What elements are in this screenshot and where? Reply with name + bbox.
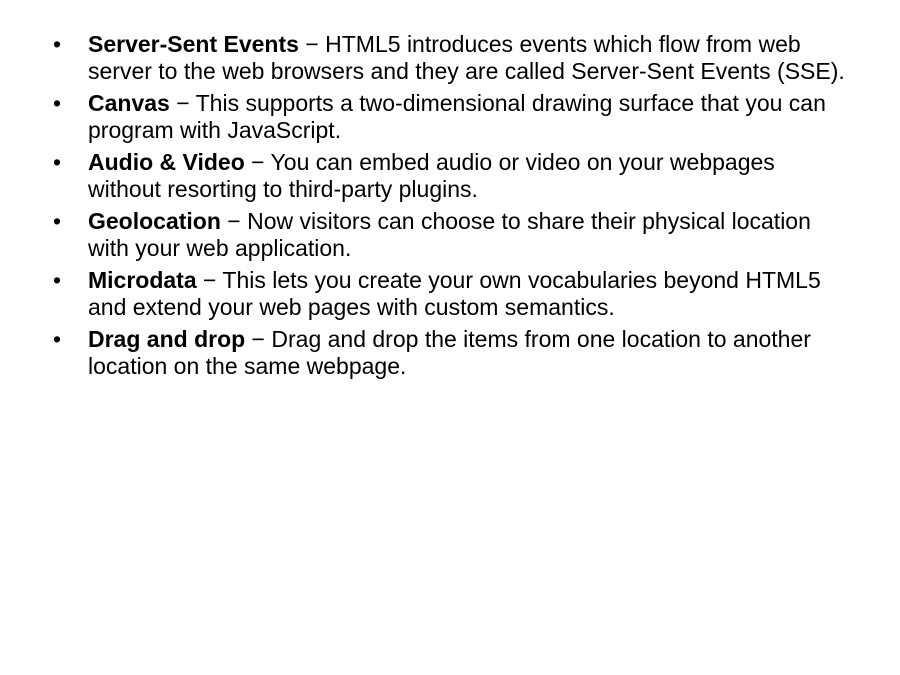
term-description: − HTML5 introduces events which flow from web server to the web browsers and they are called Server-Sent Events (SSE). bbox=[88, 31, 845, 84]
list-item-drag-and-drop bbox=[53, 326, 853, 380]
bullet-icon: • bbox=[53, 31, 62, 57]
feature-bullet-list bbox=[53, 31, 853, 385]
term-description: − You can embed audio or video on your webpages without resorting to third-party plugins. bbox=[88, 149, 775, 202]
term-description: − This lets you create your own vocabularies beyond HTML5 and extend your web pages with custom semantics. bbox=[88, 267, 821, 320]
term-description: − Now visitors can choose to share their physical location with your web application. bbox=[88, 208, 811, 261]
bullet-icon: • bbox=[53, 90, 62, 116]
term-label: Server-Sent Events bbox=[88, 31, 299, 57]
bullet-icon: • bbox=[53, 208, 62, 234]
list-item-geolocation bbox=[53, 208, 853, 262]
term-description: − This supports a two-dimensional drawing surface that you can program with JavaScript. bbox=[88, 90, 826, 143]
term-label: Canvas bbox=[88, 90, 170, 116]
term-label: Geolocation bbox=[88, 208, 221, 234]
term-description: − Drag and drop the items from one location to another location on the same webpage. bbox=[88, 326, 811, 379]
bullet-icon: • bbox=[53, 326, 62, 352]
term-label: Microdata bbox=[88, 267, 197, 293]
bullet-icon: • bbox=[53, 267, 62, 293]
bullet-icon: • bbox=[53, 149, 62, 175]
list-item-server-sent-events bbox=[53, 31, 853, 85]
list-item-audio-video bbox=[53, 149, 853, 203]
term-label: Drag and drop bbox=[88, 326, 246, 352]
list-item-canvas bbox=[53, 90, 853, 144]
list-item-microdata bbox=[53, 267, 853, 321]
term-label: Audio & Video bbox=[88, 149, 245, 175]
